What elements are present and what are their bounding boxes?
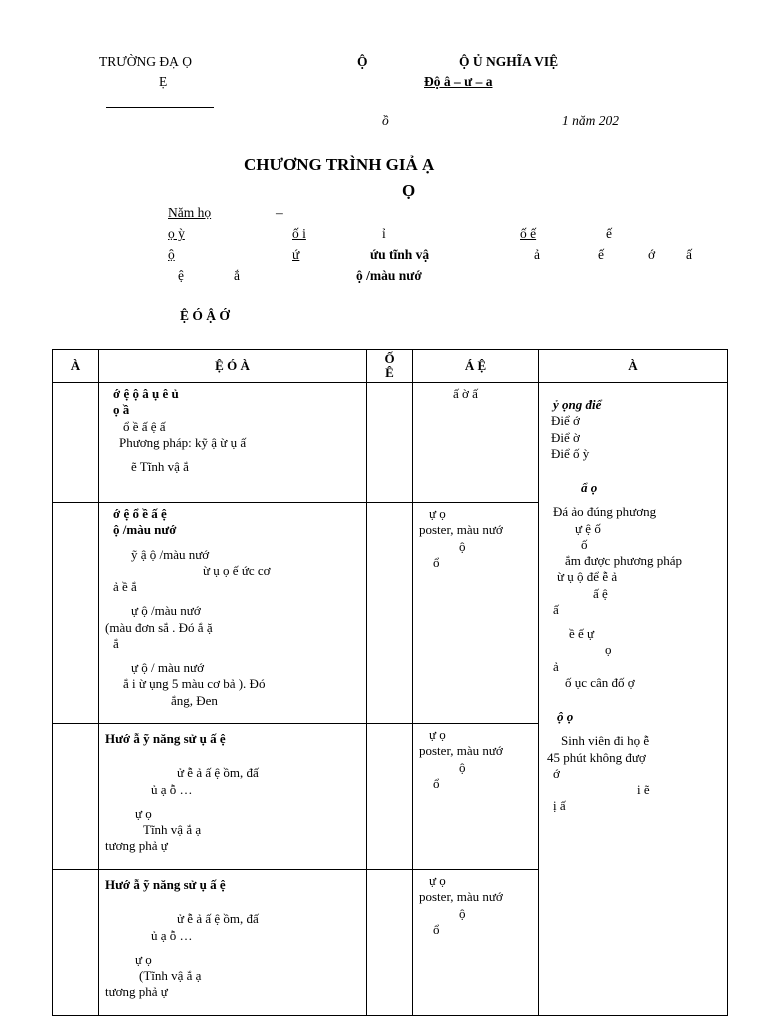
notes-cell: ỷ ọng điể Điể ớ Điể ờ Điể ố ỳ ẩ ọ Đá ảo đúng phương ự ệ ố ố ắm được phương pháp ừ ụ ộ để ễ ả ấ ệ ấ ề ế ự ọ ả ố ục cân đố ợ ộ ọ Sinh viên đi họ ễ 45 phút không đượ ớ i ẽ ị ấ: [539, 383, 728, 1016]
course-word-3: ớ: [648, 247, 656, 262]
tools-cell: ự ọ poster, màu nướ ộ ổ: [413, 870, 539, 1016]
course-label-b: ứ: [292, 247, 300, 262]
course-label: ộ: [168, 247, 175, 262]
periods-value: ế: [606, 226, 612, 241]
periods-cell: [367, 503, 413, 724]
table-row: [53, 383, 728, 503]
week-cell: [53, 503, 99, 724]
school-name-line2: Ẹ: [159, 74, 168, 89]
week-cell: [53, 724, 99, 870]
document-title-line2: Ọ: [402, 181, 416, 200]
course-word-1: ả: [534, 247, 540, 262]
tools-cell: ự ọ poster, màu nướ ộ ổ: [413, 503, 539, 724]
semester-label: ọ ỳ: [168, 226, 185, 241]
course-line2-b: ắ: [234, 268, 240, 283]
periods-cell: [367, 383, 413, 503]
table-header-row: [53, 350, 728, 383]
course-name: ứu tĩnh vậ: [370, 247, 430, 262]
header-week: À: [53, 350, 99, 383]
content-cell: Hướ ẫ ỹ năng sử ụ ấ ệ ử ễ ả ấ ệ ồm, đấ ủ ạ ỗ … ự ọ (Tĩnh vậ ắ ạ tương phả ự: [99, 870, 367, 1016]
header-left-rule: [106, 107, 214, 108]
date-location: ồ: [382, 113, 389, 128]
periods-label: ố ế: [520, 226, 537, 241]
content-cell: Hướ ẫ ỹ năng sử ụ ấ ệ ử ễ ả ấ ệ ồm, đấ ủ ạ ỗ … ự ọ Tĩnh vậ ắ ạ tương phả ự: [99, 724, 367, 870]
week-cell: [53, 870, 99, 1016]
school-name: TRƯỜNG ĐẠ Ọ: [99, 54, 192, 69]
credits-label: ố i: [292, 226, 306, 241]
school-year-dash: –: [276, 205, 283, 220]
periods-cell: [367, 724, 413, 870]
schedule-table: [52, 349, 728, 1016]
document-title: CHƯƠNG TRÌNH GIẢ Ạ: [244, 155, 435, 174]
header-content: Ệ Ó À: [99, 350, 367, 383]
section-heading: Ệ Ó Ậ Ớ: [180, 308, 230, 323]
course-line2-c: ộ /màu nướ: [356, 268, 422, 283]
periods-cell: [367, 870, 413, 1016]
week-cell: [53, 383, 99, 503]
header-tools: Á Ệ: [413, 350, 539, 383]
national-motto: Độ â – ư – a: [424, 74, 493, 89]
course-line2-a: ệ: [178, 268, 184, 283]
content-cell: ớ ệ ổ ề ấ ệ ộ /màu nướ ỹ ậ ộ /màu nướ ừ ụ ọ ế ức cơ ả ề ắ ự ộ /màu nướ (màu đơn sắ . Đó ắ ặ ắ ự ộ / màu nướ ắ i ừ ụng 5 màu cơ bả ). Đó ắng, Đen: [99, 503, 367, 724]
course-word-4: ấ: [686, 247, 692, 262]
header-center-text: Ộ: [357, 54, 368, 69]
content-cell: ớ ệ ộ â ụ ê ủ ọ ầ ổ ề ấ ệ ấ Phương pháp: kỹ ậ ừ ụ ấ ẽ Tĩnh vậ ắ: [99, 383, 367, 503]
tools-cell: ự ọ poster, màu nướ ộ ổ: [413, 724, 539, 870]
national-title: Ộ Ủ NGHĨA VIỆ: [459, 54, 559, 69]
tools-cell: ấ ờ ấ: [413, 383, 539, 503]
credits-value: ỉ: [382, 226, 386, 241]
date-value: 1 năm 202: [562, 113, 619, 128]
header-periods: Ố Ê: [367, 350, 413, 383]
header-notes: À: [539, 350, 728, 383]
course-word-2: ế: [598, 247, 604, 262]
school-year-label: Năm họ: [168, 205, 212, 220]
